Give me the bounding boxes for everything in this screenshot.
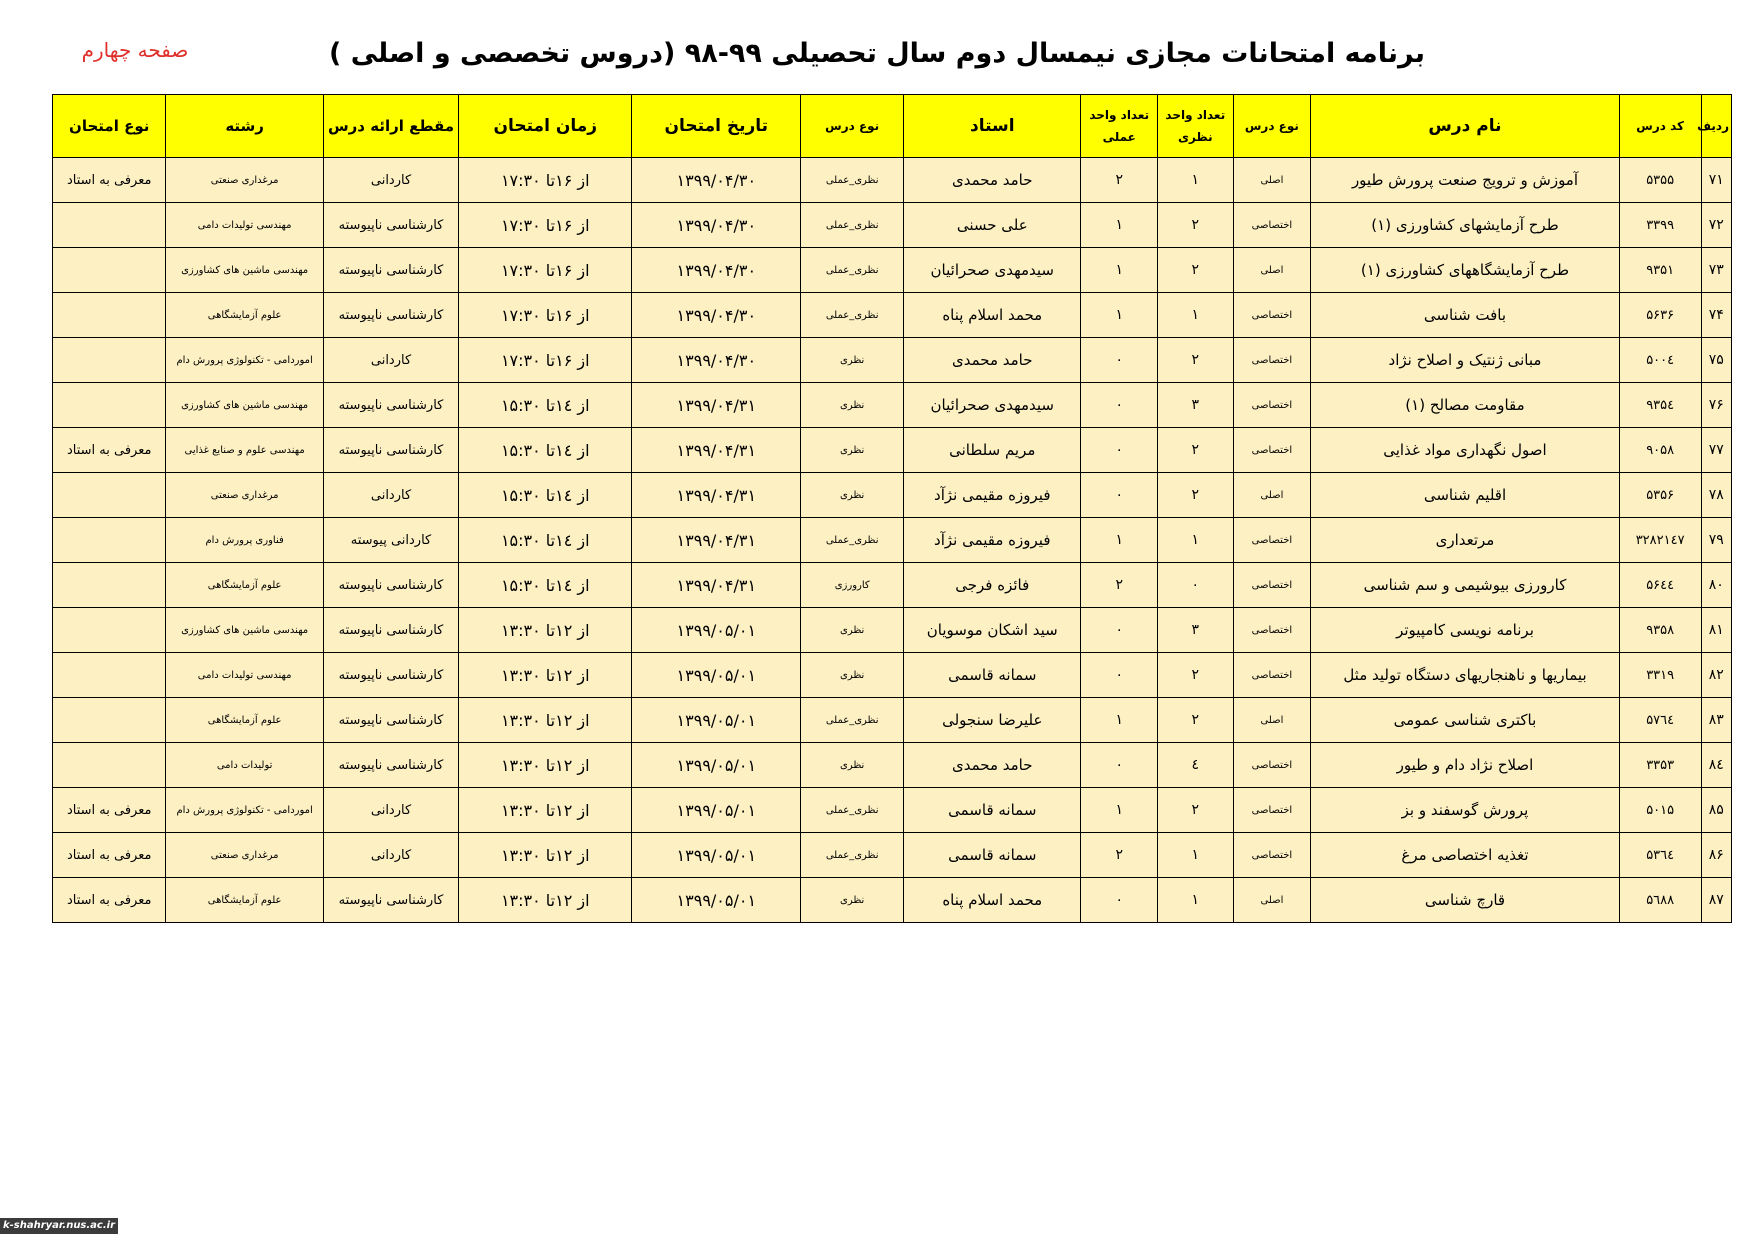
cell-instructor: سمانه قاسمی	[904, 788, 1081, 833]
cell-course-kind: نظری_عملی	[801, 293, 904, 338]
cell-exam-date: ۱۳۹۹/۰۴/۳۰	[632, 158, 801, 203]
cell-course-type: اختصاصی	[1233, 203, 1311, 248]
col-header-radif: ردیف	[1701, 95, 1731, 158]
cell-exam-date: ۱۳۹۹/۰۴/۳۰	[632, 248, 801, 293]
cell-major: مرغداری صنعتی	[166, 473, 323, 518]
cell-course-name: کارورزی بیوشیمی و سم شناسی	[1311, 563, 1620, 608]
cell-radif: ۸۵	[1701, 788, 1731, 833]
cell-level: کاردانی	[323, 788, 458, 833]
cell-course-name: تغذیه اختصاصی مرغ	[1311, 833, 1620, 878]
cell-exam-type	[53, 743, 166, 788]
cell-course-code: ۳۳۵۳	[1619, 743, 1701, 788]
cell-course-name: بیماریها و ناهنجاریهای دستگاه تولید مثل	[1311, 653, 1620, 698]
cell-exam-type	[53, 203, 166, 248]
cell-level: کارشناسی ناپیوسته	[323, 428, 458, 473]
cell-practical-units: ۱	[1081, 203, 1158, 248]
cell-theory-units: ۲	[1158, 473, 1234, 518]
cell-course-type: اختصاصی	[1233, 653, 1311, 698]
cell-theory-units: ۲	[1158, 653, 1234, 698]
cell-level: کارشناسی ناپیوسته	[323, 878, 458, 923]
cell-course-name: آموزش و ترویج صنعت پرورش طیور	[1311, 158, 1620, 203]
cell-course-name: قارچ شناسی	[1311, 878, 1620, 923]
cell-exam-date: ۱۳۹۹/۰۵/۰۱	[632, 833, 801, 878]
col-header-name: نام درس	[1311, 95, 1620, 158]
cell-theory-units: ۲	[1158, 203, 1234, 248]
cell-exam-time: از ۱۲تا ۱۳:۳۰	[459, 788, 632, 833]
table-row	[53, 248, 1732, 293]
cell-instructor: مریم سلطانی	[904, 428, 1081, 473]
cell-instructor: سمانه قاسمی	[904, 833, 1081, 878]
cell-exam-time: از ۱۲تا ۱۳:۳۰	[459, 653, 632, 698]
cell-major: فناوری پرورش دام	[166, 518, 323, 563]
cell-instructor: محمد اسلام پناه	[904, 293, 1081, 338]
cell-radif: ۸۶	[1701, 833, 1731, 878]
table-row	[53, 788, 1732, 833]
cell-course-name: باکتری شناسی عمومی	[1311, 698, 1620, 743]
cell-radif: ۷۴	[1701, 293, 1731, 338]
table-row	[53, 833, 1732, 878]
cell-level: کاردانی	[323, 833, 458, 878]
cell-course-type: اختصاصی	[1233, 743, 1311, 788]
cell-exam-time: از ۱۲تا ۱۳:۳۰	[459, 698, 632, 743]
cell-course-kind: نظری_عملی	[801, 248, 904, 293]
cell-exam-time: از ۱۶تا ۱۷:۳۰	[459, 338, 632, 383]
cell-major: اموردامی - تکنولوژی پرورش دام	[166, 338, 323, 383]
col-header-type: نوع درس	[1233, 95, 1311, 158]
cell-exam-time: از ۱۲تا ۱۳:۳۰	[459, 608, 632, 653]
cell-course-code: ۵٧٦٤	[1619, 698, 1701, 743]
col-header-instructor: استاد	[904, 95, 1081, 158]
cell-major: مهندسی ماشین های کشاورزی	[166, 248, 323, 293]
table-row	[53, 743, 1732, 788]
site-url-badge: k-shahryar.nus.ac.ir	[0, 1218, 118, 1234]
cell-course-type: اصلی	[1233, 158, 1311, 203]
cell-theory-units: ۱	[1158, 878, 1234, 923]
cell-course-code: ۵٦۸۸	[1619, 878, 1701, 923]
cell-level: کارشناسی ناپیوسته	[323, 203, 458, 248]
cell-practical-units: ۰	[1081, 608, 1158, 653]
cell-radif: ۸٤	[1701, 743, 1731, 788]
col-header-code: کد درس	[1619, 95, 1701, 158]
cell-radif: ۸۰	[1701, 563, 1731, 608]
cell-instructor: علیرضا سنجولی	[904, 698, 1081, 743]
cell-course-name: اصلاح نژاد دام و طیور	[1311, 743, 1620, 788]
cell-course-code: ۹۳۵٤	[1619, 383, 1701, 428]
cell-course-type: اختصاصی	[1233, 518, 1311, 563]
cell-instructor: محمد اسلام پناه	[904, 878, 1081, 923]
cell-level: کارشناسی ناپیوسته	[323, 743, 458, 788]
cell-practical-units: ۰	[1081, 653, 1158, 698]
table-row	[53, 383, 1732, 428]
cell-practical-units: ۰	[1081, 428, 1158, 473]
col-header-practical-units: تعداد واحد عملی	[1081, 95, 1158, 158]
cell-course-code: ۵۶۳۶	[1619, 293, 1701, 338]
cell-theory-units: ۱	[1158, 293, 1234, 338]
cell-theory-units: ۲	[1158, 788, 1234, 833]
cell-course-code: ۵۰۰٤	[1619, 338, 1701, 383]
cell-practical-units: ۲	[1081, 563, 1158, 608]
cell-radif: ۷۱	[1701, 158, 1731, 203]
page-number-label: صفحه چهارم	[81, 38, 189, 62]
cell-exam-time: از ۱۶تا ۱۷:۳۰	[459, 293, 632, 338]
cell-major: مهندسی علوم و صنایع غذایی	[166, 428, 323, 473]
cell-exam-date: ۱۳۹۹/۰۴/۳۱	[632, 428, 801, 473]
cell-course-type: اصلی	[1233, 473, 1311, 518]
cell-course-code: ۵۰۱۵	[1619, 788, 1701, 833]
cell-course-type: اختصاصی	[1233, 293, 1311, 338]
cell-practical-units: ۱	[1081, 698, 1158, 743]
cell-practical-units: ۰	[1081, 473, 1158, 518]
cell-exam-type	[53, 518, 166, 563]
cell-instructor: سیدمهدی صحرائیان	[904, 383, 1081, 428]
cell-theory-units: ۱	[1158, 158, 1234, 203]
cell-exam-date: ۱۳۹۹/۰۵/۰۱	[632, 878, 801, 923]
cell-course-type: اختصاصی	[1233, 788, 1311, 833]
cell-exam-time: از ۱۲تا ۱۳:۳۰	[459, 878, 632, 923]
cell-radif: ۸۲	[1701, 653, 1731, 698]
cell-course-code: ۵۳۵۶	[1619, 473, 1701, 518]
table-row	[53, 338, 1732, 383]
cell-instructor: حامد محمدی	[904, 158, 1081, 203]
cell-major: علوم آزمایشگاهی	[166, 293, 323, 338]
cell-level: کارشناسی ناپیوسته	[323, 383, 458, 428]
cell-course-name: اقلیم شناسی	[1311, 473, 1620, 518]
cell-major: مهندسی تولیدات دامی	[166, 203, 323, 248]
cell-course-kind: نظری_عملی	[801, 518, 904, 563]
cell-instructor: فیروزه مقیمی نژآد	[904, 473, 1081, 518]
cell-exam-date: ۱۳۹۹/۰۴/۳۱	[632, 563, 801, 608]
cell-exam-type: معرفی به استاد	[53, 878, 166, 923]
cell-radif: ۷۹	[1701, 518, 1731, 563]
cell-course-code: ۹۳۵۸	[1619, 608, 1701, 653]
cell-exam-date: ۱۳۹۹/۰۵/۰۱	[632, 653, 801, 698]
cell-theory-units: ۲	[1158, 428, 1234, 473]
cell-major: علوم آزمایشگاهی	[166, 563, 323, 608]
cell-exam-type	[53, 338, 166, 383]
cell-practical-units: ۲	[1081, 833, 1158, 878]
cell-course-type: اختصاصی	[1233, 833, 1311, 878]
col-header-exam-type: نوع امتحان	[53, 95, 166, 158]
cell-course-name: برنامه نویسی کامپیوتر	[1311, 608, 1620, 653]
cell-course-kind: نظری_عملی	[801, 203, 904, 248]
cell-course-type: اختصاصی	[1233, 383, 1311, 428]
cell-practical-units: ۰	[1081, 338, 1158, 383]
cell-level: کارشناسی ناپیوسته	[323, 248, 458, 293]
table-row	[53, 158, 1732, 203]
cell-practical-units: ۰	[1081, 743, 1158, 788]
page-title: برنامه امتحانات مجازی نیمسال دوم سال تحصیلی ۹۹-۹۸ (دروس تخصصی و اصلی )	[329, 38, 1425, 69]
cell-course-kind: نظری_عملی	[801, 833, 904, 878]
cell-level: کاردانی پیوسته	[323, 518, 458, 563]
cell-exam-date: ۱۳۹۹/۰۴/۳۰	[632, 203, 801, 248]
cell-exam-type: معرفی به استاد	[53, 788, 166, 833]
cell-course-type: اصلی	[1233, 698, 1311, 743]
cell-course-kind: نظری	[801, 608, 904, 653]
cell-exam-time: از ۱٤تا ۱۵:۳۰	[459, 473, 632, 518]
cell-instructor: علی حسنی	[904, 203, 1081, 248]
cell-course-kind: نظری	[801, 338, 904, 383]
cell-radif: ۷۷	[1701, 428, 1731, 473]
cell-practical-units: ۱	[1081, 518, 1158, 563]
cell-radif: ۷۸	[1701, 473, 1731, 518]
col-header-course-kind: نوع درس	[801, 95, 904, 158]
col-header-level: مقطع ارائه درس	[323, 95, 458, 158]
cell-instructor: حامد محمدی	[904, 338, 1081, 383]
cell-major: مرغداری صنعتی	[166, 158, 323, 203]
cell-instructor: فیروزه مقیمی نژآد	[904, 518, 1081, 563]
cell-course-name: بافت شناسی	[1311, 293, 1620, 338]
cell-exam-type	[53, 473, 166, 518]
cell-level: کاردانی	[323, 338, 458, 383]
cell-exam-type	[53, 383, 166, 428]
cell-instructor: سیدمهدی صحرائیان	[904, 248, 1081, 293]
cell-practical-units: ۱	[1081, 248, 1158, 293]
table-row	[53, 203, 1732, 248]
cell-course-code: ۳۲۸۲۱٤۷	[1619, 518, 1701, 563]
cell-instructor: فائزه فرجی	[904, 563, 1081, 608]
cell-practical-units: ۰	[1081, 878, 1158, 923]
cell-exam-time: از ۱۶تا ۱۷:۳۰	[459, 203, 632, 248]
cell-exam-time: از ۱٤تا ۱۵:۳۰	[459, 428, 632, 473]
cell-major: اموردامی - تکنولوژی پرورش دام	[166, 788, 323, 833]
col-header-exam-date: تاریخ امتحان	[632, 95, 801, 158]
cell-exam-date: ۱۳۹۹/۰۵/۰۱	[632, 788, 801, 833]
cell-theory-units: ۲	[1158, 248, 1234, 293]
cell-practical-units: ۰	[1081, 383, 1158, 428]
cell-exam-type	[53, 698, 166, 743]
cell-course-type: اختصاصی	[1233, 428, 1311, 473]
cell-practical-units: ۱	[1081, 788, 1158, 833]
cell-level: کارشناسی ناپیوسته	[323, 563, 458, 608]
cell-exam-type	[53, 608, 166, 653]
col-header-theory-units: تعداد واحد نظری	[1158, 95, 1234, 158]
cell-major: مهندسی تولیدات دامی	[166, 653, 323, 698]
table-row	[53, 563, 1732, 608]
cell-exam-date: ۱۳۹۹/۰۴/۳۱	[632, 473, 801, 518]
cell-exam-date: ۱۳۹۹/۰۴/۳۱	[632, 383, 801, 428]
cell-course-name: پرورش گوسفند و بز	[1311, 788, 1620, 833]
cell-exam-date: ۱۳۹۹/۰۵/۰۱	[632, 698, 801, 743]
table-row	[53, 473, 1732, 518]
cell-major: تولیدات دامی	[166, 743, 323, 788]
cell-exam-date: ۱۳۹۹/۰۴/۳۰	[632, 293, 801, 338]
cell-exam-type	[53, 563, 166, 608]
cell-theory-units: ۳	[1158, 383, 1234, 428]
table-header-row	[53, 95, 1732, 158]
cell-course-kind: نظری	[801, 473, 904, 518]
cell-course-code: ۹۰۵۸	[1619, 428, 1701, 473]
table-body	[53, 158, 1732, 923]
cell-exam-date: ۱۳۹۹/۰۴/۳۱	[632, 518, 801, 563]
cell-course-name: مبانی ژنتیک و اصلاح نژاد	[1311, 338, 1620, 383]
cell-exam-type	[53, 248, 166, 293]
cell-exam-time: از ۱۶تا ۱۷:۳۰	[459, 158, 632, 203]
cell-practical-units: ۲	[1081, 158, 1158, 203]
cell-level: کاردانی	[323, 158, 458, 203]
cell-course-type: اختصاصی	[1233, 608, 1311, 653]
cell-exam-time: از ۱٤تا ۱۵:۳۰	[459, 383, 632, 428]
cell-radif: ۷۳	[1701, 248, 1731, 293]
cell-course-type: اختصاصی	[1233, 338, 1311, 383]
table-row	[53, 878, 1732, 923]
table-row	[53, 653, 1732, 698]
cell-theory-units: ۲	[1158, 338, 1234, 383]
cell-major: مهندسی ماشین های کشاورزی	[166, 383, 323, 428]
cell-course-name: طرح آزمایشهای کشاورزی (۱)	[1311, 203, 1620, 248]
cell-level: کاردانی	[323, 473, 458, 518]
table-row	[53, 293, 1732, 338]
cell-exam-date: ۱۳۹۹/۰۵/۰۱	[632, 743, 801, 788]
cell-course-kind: نظری_عملی	[801, 158, 904, 203]
cell-theory-units: ۱	[1158, 518, 1234, 563]
cell-course-kind: نظری_عملی	[801, 788, 904, 833]
cell-radif: ۷۲	[1701, 203, 1731, 248]
cell-level: کارشناسی ناپیوسته	[323, 698, 458, 743]
cell-course-kind: نظری	[801, 383, 904, 428]
cell-exam-time: از ۱۲تا ۱۳:۳۰	[459, 833, 632, 878]
cell-exam-time: از ۱۶تا ۱۷:۳۰	[459, 248, 632, 293]
cell-course-name: مرتعداری	[1311, 518, 1620, 563]
cell-course-kind: نظری	[801, 653, 904, 698]
cell-exam-time: از ۱۲تا ۱۳:۳۰	[459, 743, 632, 788]
cell-radif: ۷۶	[1701, 383, 1731, 428]
cell-radif: ۸۷	[1701, 878, 1731, 923]
cell-theory-units: ۱	[1158, 833, 1234, 878]
cell-theory-units: ۲	[1158, 698, 1234, 743]
exam-schedule-table	[52, 94, 1732, 923]
cell-exam-type: معرفی به استاد	[53, 833, 166, 878]
cell-course-code: ۳۳۹۹	[1619, 203, 1701, 248]
cell-exam-date: ۱۳۹۹/۰۴/۳۰	[632, 338, 801, 383]
cell-instructor: حامد محمدی	[904, 743, 1081, 788]
cell-course-kind: نظری	[801, 743, 904, 788]
cell-course-type: اصلی	[1233, 248, 1311, 293]
cell-course-name: طرح آزمایشگاههای کشاورزی (۱)	[1311, 248, 1620, 293]
table-row	[53, 698, 1732, 743]
cell-exam-date: ۱۳۹۹/۰۵/۰۱	[632, 608, 801, 653]
cell-level: کارشناسی ناپیوسته	[323, 293, 458, 338]
cell-major: مهندسی ماشین های کشاورزی	[166, 608, 323, 653]
cell-theory-units: ۳	[1158, 608, 1234, 653]
cell-course-code: ۵۶٤٤	[1619, 563, 1701, 608]
cell-radif: ۷۵	[1701, 338, 1731, 383]
cell-course-kind: کارورزی	[801, 563, 904, 608]
cell-major: مرغداری صنعتی	[166, 833, 323, 878]
cell-course-kind: نظری_عملی	[801, 698, 904, 743]
col-header-exam-time: زمان امتحان	[459, 95, 632, 158]
cell-major: علوم آزمایشگاهی	[166, 698, 323, 743]
table-row	[53, 518, 1732, 563]
cell-exam-type	[53, 653, 166, 698]
cell-exam-time: از ۱٤تا ۱۵:۳۰	[459, 563, 632, 608]
cell-theory-units: ۰	[1158, 563, 1234, 608]
cell-course-code: ۵۳۵۵	[1619, 158, 1701, 203]
cell-exam-time: از ۱٤تا ۱۵:۳۰	[459, 518, 632, 563]
cell-theory-units: ٤	[1158, 743, 1234, 788]
cell-exam-type: معرفی به استاد	[53, 428, 166, 473]
table-row	[53, 428, 1732, 473]
cell-level: کارشناسی ناپیوسته	[323, 608, 458, 653]
cell-practical-units: ۱	[1081, 293, 1158, 338]
cell-radif: ۸۱	[1701, 608, 1731, 653]
cell-course-type: اصلی	[1233, 878, 1311, 923]
cell-level: کارشناسی ناپیوسته	[323, 653, 458, 698]
cell-course-code: ۵۳٦٤	[1619, 833, 1701, 878]
cell-instructor: سید اشکان موسویان	[904, 608, 1081, 653]
cell-course-type: اختصاصی	[1233, 563, 1311, 608]
cell-instructor: سمانه قاسمی	[904, 653, 1081, 698]
cell-course-code: ۹۳۵۱	[1619, 248, 1701, 293]
cell-exam-type	[53, 293, 166, 338]
cell-exam-type: معرفی به استاد	[53, 158, 166, 203]
col-header-major: رشته	[166, 95, 323, 158]
cell-course-name: اصول نگهداری مواد غذایی	[1311, 428, 1620, 473]
table-row	[53, 608, 1732, 653]
cell-course-code: ۳۳۱۹	[1619, 653, 1701, 698]
cell-course-kind: نظری	[801, 878, 904, 923]
cell-radif: ۸۳	[1701, 698, 1731, 743]
cell-course-name: مقاومت مصالح (۱)	[1311, 383, 1620, 428]
cell-course-kind: نظری	[801, 428, 904, 473]
cell-major: علوم آزمایشگاهی	[166, 878, 323, 923]
